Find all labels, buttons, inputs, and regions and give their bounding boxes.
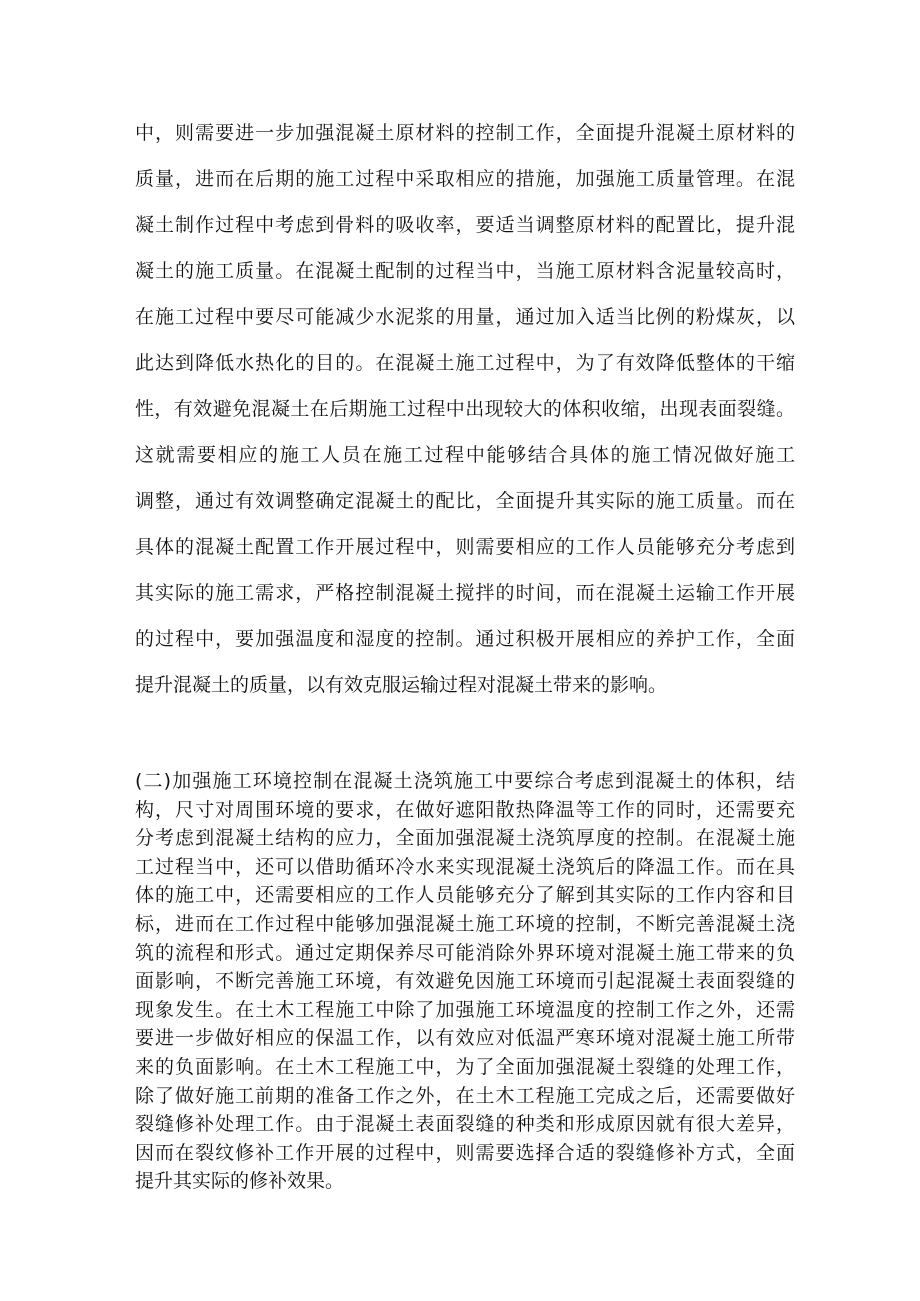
paragraph-line: 质量，进而在后期的施工过程中采取相应的措施，加强施工质量管理。在混 [135, 168, 795, 190]
paragraph-line: 体的施工中，还需要相应的工作人员能够充分了解到其实际的工作内容和目 [135, 884, 795, 907]
paragraph-line: 标，进而在工作过程中能够加强混凝土施工环境的控制，不断完善混凝土浇 [135, 912, 795, 935]
paragraph-line: 调整，通过有效调整确定混凝土的配比，全面提升其实际的施工质量。而在 [135, 490, 795, 512]
paragraph-line: 性，有效避免混凝土在后期施工过程中出现较大的体积收缩，出现表面裂缝。 [135, 398, 795, 420]
paragraph-line: 因而在裂纹修补工作开展的过程中，则需要选择合适的裂缝修补方式，全面 [135, 1141, 795, 1164]
paragraph-line: 其实际的施工需求，严格控制混凝土搅拌的时间，而在混凝土运输工作开展 [135, 582, 795, 604]
paragraph-line: 分考虑到混凝土结构的应力，全面加强混凝土浇筑厚度的控制。在混凝土施 [135, 827, 795, 850]
paragraph-line: 在施工过程中要尽可能减少水泥浆的用量，通过加入适当比例的粉煤灰，以 [135, 306, 795, 328]
paragraph-line: 面影响，不断完善施工环境，有效避免因施工环境而引起混凝土表面裂缝的 [135, 970, 795, 993]
paragraph-line: 凝土的施工质量。在混凝土配制的过程当中，当施工原材料含泥量较高时， [135, 260, 795, 282]
paragraph-line: 此达到降低水热化的目的。在混凝土施工过程中，为了有效降低整体的干缩 [135, 352, 795, 374]
paragraph-line: 现象发生。在土木工程施工中除了加强施工环境温度的控制工作之外，还需 [135, 998, 795, 1021]
paragraph-line: 工过程当中，还可以借助循环冷水来实现混凝土浇筑后的降温工作。而在具 [135, 855, 795, 878]
paragraph-line: 的过程中，要加强温度和湿度的控制。通过积极开展相应的养护工作，全面 [135, 628, 795, 650]
paragraph-line: 除了做好施工前期的准备工作之外，在土木工程施工完成之后，还需要做好 [135, 1084, 795, 1107]
paragraph-line: 来的负面影响。在土木工程施工中，为了全面加强混凝土裂缝的处理工作， [135, 1055, 795, 1078]
paragraph-environment-control [135, 767, 795, 1196]
paragraph-line: (二)加强施工环境控制在混凝土浇筑施工中要综合考虑到混凝土的体积，结 [135, 770, 795, 792]
paragraph-line: 裂缝修补处理工作。由于混凝土表面裂缝的种类和形成原因就有很大差异， [135, 1113, 795, 1136]
paragraph-line: 这就需要相应的施工人员在施工过程中能够结合具体的施工情况做好施工 [135, 444, 795, 466]
paragraph-line: 提升混凝土的质量，以有效克服运输过程对混凝土带来的影响。 [135, 674, 668, 696]
paragraph-line: 筑的流程和形式。通过定期保养尽可能消除外界环境对混凝土施工带来的负 [135, 941, 795, 964]
paragraph-line: 构，尺寸对周围环境的要求，在做好遮阳散热降温等工作的同时，还需要充 [135, 798, 795, 821]
paragraph-line: 中，则需要进一步加强混凝土原材料的控制工作，全面提升混凝土原材料的 [135, 122, 795, 144]
paragraph-line: 具体的混凝土配置工作开展过程中，则需要相应的工作人员能够充分考虑到 [135, 536, 795, 558]
paragraph-line: 提升其实际的修补效果。 [135, 1170, 345, 1193]
paragraph-construction-quality [135, 110, 795, 708]
paragraph-line: 要进一步做好相应的保温工作，以有效应对低温严寒环境对混凝土施工所带 [135, 1027, 795, 1050]
paragraph-line: 凝土制作过程中考虑到骨料的吸收率，要适当调整原材料的配置比，提升混 [135, 214, 795, 236]
